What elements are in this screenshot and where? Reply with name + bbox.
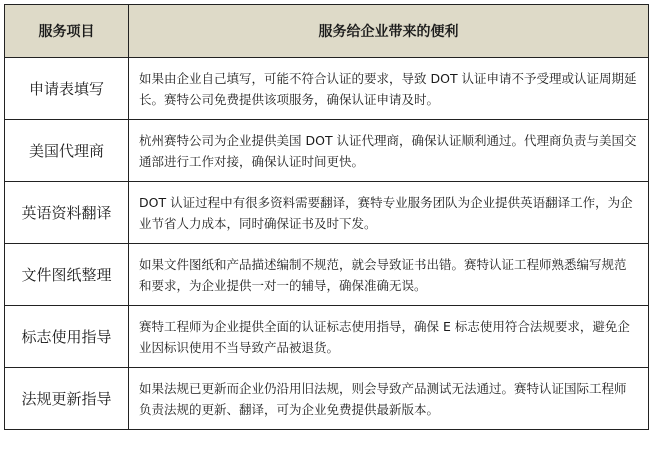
service-item-cell: 法规更新指导: [5, 368, 129, 430]
benefit-cell: 如果文件图纸和产品描述编制不规范，就会导致证书出错。赛特认证工程师熟悉编写规范和要求，为企业提供一对一的辅导，确保准确无误。: [129, 244, 649, 306]
table-row: [5, 368, 649, 430]
service-item-cell: 申请表填写: [5, 58, 129, 120]
table-row: [5, 58, 649, 120]
table-body: [5, 58, 649, 430]
header-benefit: 服务给企业带来的便利: [129, 5, 649, 58]
table-header: [5, 5, 649, 58]
service-item-cell: 美国代理商: [5, 120, 129, 182]
service-item-cell: 英语资料翻译: [5, 182, 129, 244]
table-row: [5, 120, 649, 182]
benefit-cell: 如果法规已更新而企业仍沿用旧法规，则会导致产品测试无法通过。赛特认证国际工程师负责法规的更新、翻译，可为企业免费提供最新版本。: [129, 368, 649, 430]
table-row: [5, 244, 649, 306]
header-row: [5, 5, 649, 58]
benefit-cell: DOT 认证过程中有很多资料需要翻译，赛特专业服务团队为企业提供英语翻译工作，为企业节省人力成本，同时确保证书及时下发。: [129, 182, 649, 244]
service-table: [4, 4, 649, 430]
table-row: [5, 182, 649, 244]
service-item-cell: 文件图纸整理: [5, 244, 129, 306]
table-row: [5, 306, 649, 368]
benefit-cell: 杭州赛特公司为企业提供美国 DOT 认证代理商，确保认证顺利通过。代理商负责与美国交通部进行工作对接，确保认证时间更快。: [129, 120, 649, 182]
header-service-item: 服务项目: [5, 5, 129, 58]
benefit-cell: 赛特工程师为企业提供全面的认证标志使用指导，确保 E 标志使用符合法规要求，避免企业因标识使用不当导致产品被退货。: [129, 306, 649, 368]
benefit-cell: 如果由企业自己填写，可能不符合认证的要求，导致 DOT 认证申请不予受理或认证周期延长。赛特公司免费提供该项服务，确保认证申请及时。: [129, 58, 649, 120]
service-item-cell: 标志使用指导: [5, 306, 129, 368]
